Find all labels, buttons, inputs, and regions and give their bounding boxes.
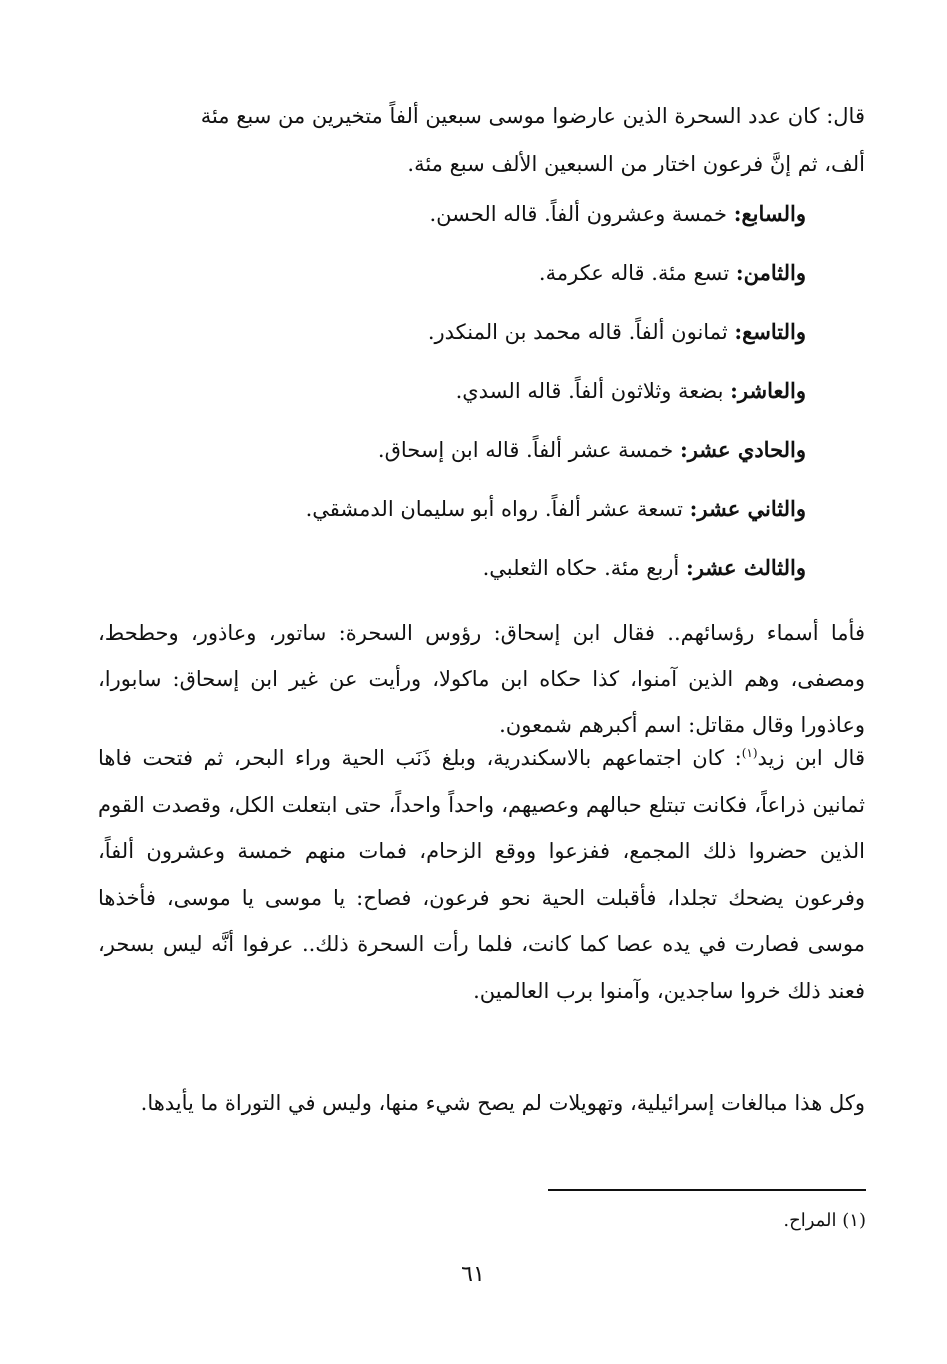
item-lead: والعاشر: (730, 378, 806, 403)
item-lead: والتاسع: (734, 319, 806, 344)
closing-paragraph: وكل هذا مبالغات إسرائيلية، وتهويلات لم يصح شيء منها، وليس في التوراة ما يأيدها. (140, 1091, 865, 1115)
item-lead: والثالث عشر: (685, 555, 806, 580)
list-item (98, 249, 806, 308)
list-item (98, 367, 806, 426)
list-item (98, 308, 806, 367)
footnote-reference[interactable]: (١) (741, 746, 758, 760)
footnote-divider (548, 1189, 866, 1191)
list-item (98, 485, 806, 544)
paragraph-body: : كان اجتماعهم بالاسكندرية، وبلغ ذَنَب الحية وراء البحر، ثم فتحت فاها ثمانين ذراعاً، فكانت تبتلع حبالهم وعصيهم، واحداً واحداً، حتى ابتعلت الكل، وقصدت القوم الذين حضروا ذلك المجمع، ففزعوا ووقع الزحام، فمات منهم خمسة وعشرون ألفاً، وفرعون يضحك تجلدا، فأقبلت الحية نحو فرعون، فصاح: يا موسى يا موسى، فأخذها موسى فصارت في يده عصا كما كانت، فلما رأت السحرة ذلك.. عرفوا أنَّه ليس بسحر، فعند ذلك خروا ساجدين، وآمنوا برب العالمين. (98, 746, 865, 1003)
item-text: تسع مئة. قاله عكرمة. (538, 261, 736, 285)
item-lead: والثامن: (735, 260, 806, 285)
footnote: (١) المراح. (783, 1210, 866, 1231)
item-text: خمسة وعشرون ألفاً. قاله الحسن. (429, 202, 734, 226)
opening-paragraph (98, 92, 865, 188)
item-text: ثمانون ألفاً. قاله محمد بن المنكدر. (427, 320, 735, 344)
opinions-list (98, 190, 806, 603)
item-text: تسعة عشر ألفاً. رواه أبو سليمان الدمشقي. (305, 497, 690, 521)
paragraph-line: قال: كان عدد السحرة الذين عارضوا موسى سبعين ألفاً متخيرين من سبع مئة (200, 104, 865, 128)
item-lead: والحادي عشر: (679, 437, 806, 462)
item-lead: والسابع: (733, 201, 806, 226)
ibn-zayd-paragraph (98, 730, 909, 1014)
paragraph-intro: قال ابن زيد (757, 746, 865, 770)
list-item (98, 544, 806, 603)
page-number: ٦١ (461, 1262, 485, 1287)
leaders-paragraph: فأما أسماء رؤسائهم.. فقال ابن إسحاق: رؤوس السحرة: ساتور، وعاذور، وحطحط، ومصفى، وهم الذين آمنوا، كذا حكاه ابن ماكولا، ورأيت عن غير ابن إسحاق: سابورا، وعاذورا وقال مقاتل: اسم أكبرهم شمعون. (98, 621, 865, 737)
item-text: أربع مئة. حكاه الثعلبي. (482, 556, 686, 580)
list-item (98, 190, 806, 249)
item-text: خمسة عشر ألفاً. قاله ابن إسحاق. (377, 438, 680, 462)
item-lead: والثاني عشر: (689, 496, 806, 521)
item-text: بضعة وثلاثون ألفاً. قاله السدي. (455, 379, 731, 403)
list-item (98, 426, 806, 485)
paragraph-line: ألف، ثم إنَّ فرعون اختار من السبعين الألف سبع مئة. (407, 152, 865, 176)
